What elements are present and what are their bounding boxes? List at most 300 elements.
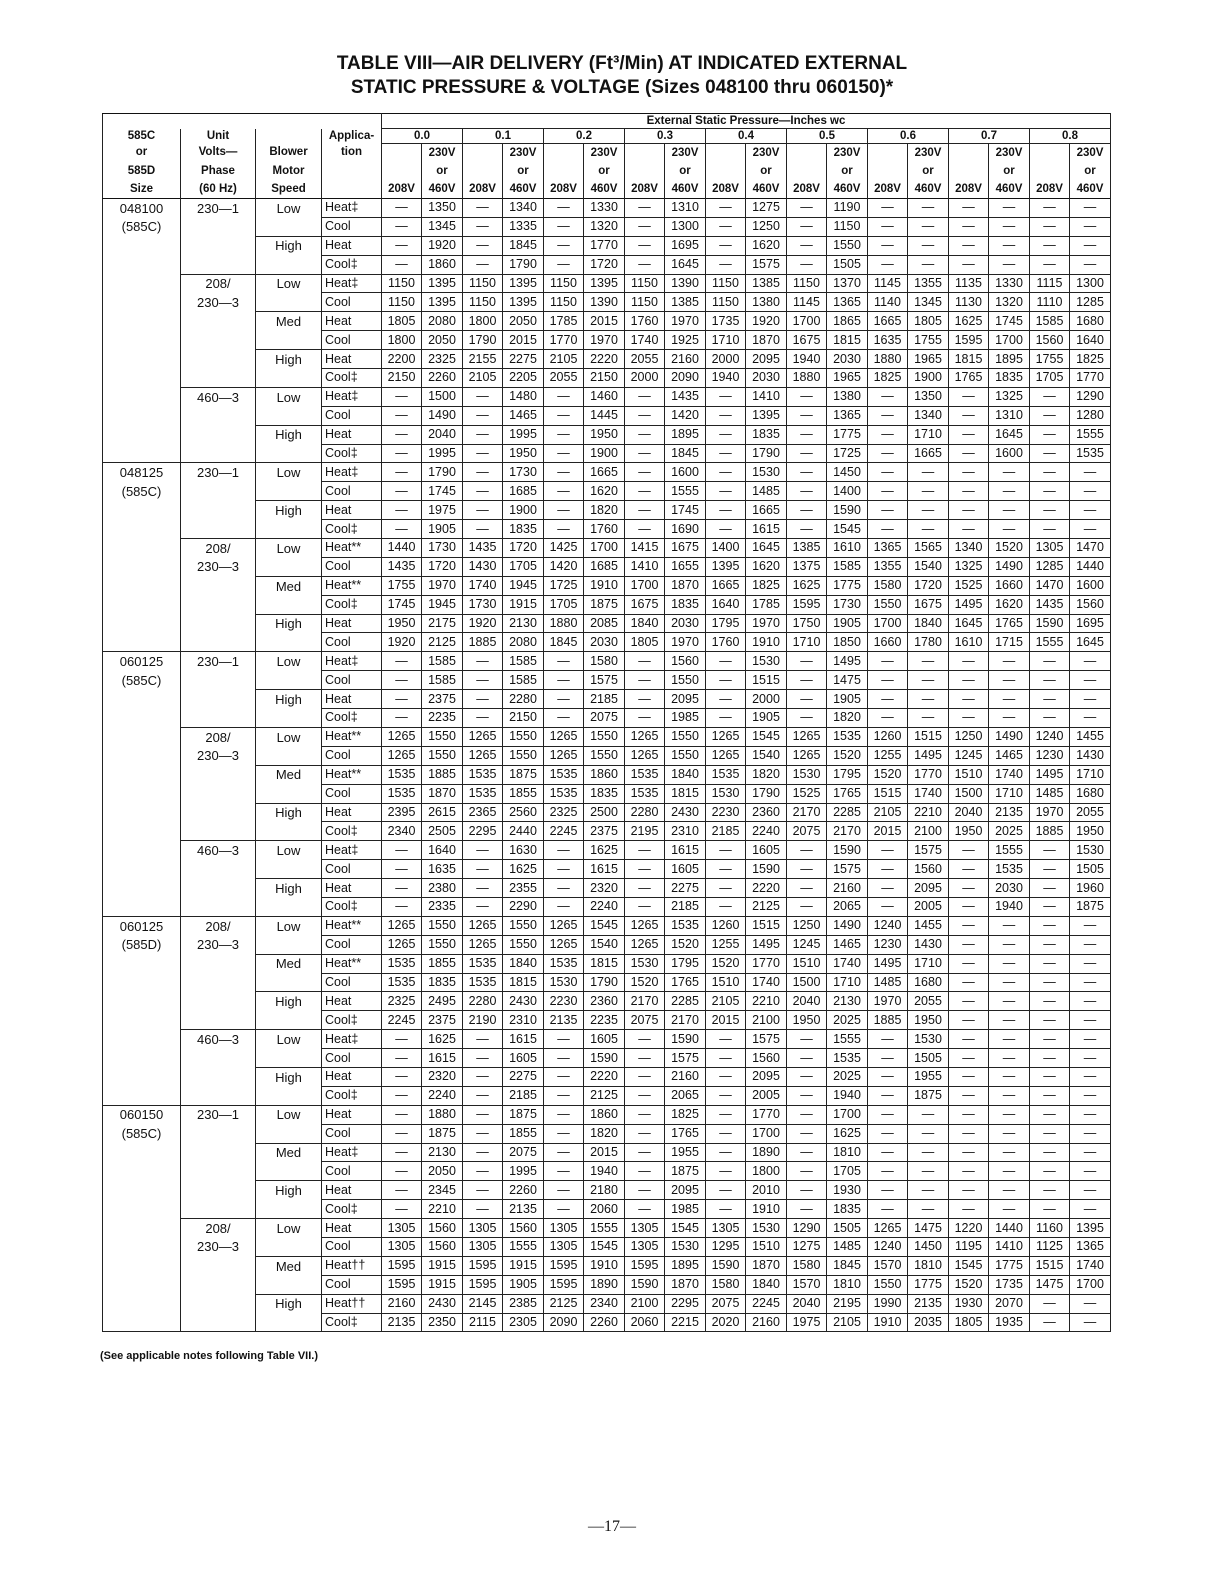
cfm-value-cell: 1265 xyxy=(787,746,827,765)
cfm-value-cell: 1415 xyxy=(625,539,665,558)
blower-speed-cell xyxy=(256,1086,322,1105)
cfm-value-cell: — xyxy=(706,879,746,898)
voltage-208-label: 208V xyxy=(706,180,746,199)
cfm-value-cell: — xyxy=(625,879,665,898)
size-cell xyxy=(103,274,181,293)
cfm-value-cell: 1265 xyxy=(382,916,422,935)
cfm-value-cell: — xyxy=(625,1181,665,1200)
cfm-value-cell: 1110 xyxy=(1030,293,1070,312)
cfm-value-cell: 1970 xyxy=(665,633,706,652)
unit-volts-cell xyxy=(181,595,256,614)
cfm-value-cell: 1540 xyxy=(908,557,949,576)
cfm-value-cell: 1620 xyxy=(746,236,787,255)
cfm-value-cell: — xyxy=(868,860,908,879)
cfm-value-cell: — xyxy=(989,217,1030,236)
table-row xyxy=(103,841,1111,860)
cfm-value-cell: — xyxy=(1030,1162,1070,1181)
cfm-value-cell: 1820 xyxy=(827,709,868,728)
cfm-value-cell: 1910 xyxy=(584,576,625,595)
cfm-value-cell: 1580 xyxy=(584,652,625,671)
cfm-value-cell: — xyxy=(868,463,908,482)
cfm-value-cell: 1535 xyxy=(382,973,422,992)
unit-volts-cell xyxy=(181,765,256,784)
cfm-value-cell: 1575 xyxy=(827,860,868,879)
cfm-value-cell: 1305 xyxy=(625,1237,665,1256)
cfm-value-cell: 2275 xyxy=(665,879,706,898)
application-cell: Heat‡ xyxy=(322,1030,382,1049)
cfm-value-cell: 1985 xyxy=(665,1200,706,1219)
table-row xyxy=(103,803,1111,822)
cfm-value-cell: — xyxy=(949,652,989,671)
cfm-value-cell: 1595 xyxy=(544,1275,584,1294)
cfm-value-cell: 1130 xyxy=(949,293,989,312)
cfm-value-cell: — xyxy=(949,954,989,973)
cfm-value-cell: 2215 xyxy=(665,1313,706,1332)
cfm-value-cell: 2105 xyxy=(706,992,746,1011)
cfm-value-cell: 1790 xyxy=(503,255,544,274)
cfm-value-cell: 2130 xyxy=(503,614,544,633)
cfm-value-cell: — xyxy=(1030,992,1070,1011)
cfm-value-cell: — xyxy=(989,1011,1030,1030)
cfm-value-cell: 1265 xyxy=(382,746,422,765)
cfm-value-cell: 1625 xyxy=(422,1030,463,1049)
cfm-value-cell: 1685 xyxy=(503,482,544,501)
cfm-value-cell: 1720 xyxy=(584,255,625,274)
voltage-230-label: 230V xyxy=(1070,144,1111,163)
cfm-value-cell: 1365 xyxy=(827,406,868,425)
cfm-value-cell: 1605 xyxy=(503,1049,544,1068)
cfm-value-cell: 1735 xyxy=(706,312,746,331)
cfm-value-cell: 1145 xyxy=(787,293,827,312)
size-cell: (585C) xyxy=(103,671,181,690)
cfm-value-cell: 1675 xyxy=(665,539,706,558)
cfm-value-cell: 1300 xyxy=(1070,274,1111,293)
cfm-value-cell: 1400 xyxy=(706,539,746,558)
voltage-460-label: 460V xyxy=(503,180,544,199)
cfm-value-cell: 1790 xyxy=(463,331,503,350)
cfm-value-cell: 1490 xyxy=(422,406,463,425)
cfm-value-cell: 1530 xyxy=(665,1237,706,1256)
unit-volts-cell: 208/ xyxy=(181,916,256,935)
application-cell: Cool xyxy=(322,784,382,803)
cfm-value-cell: — xyxy=(1070,652,1111,671)
cfm-value-cell: — xyxy=(868,1049,908,1068)
cfm-value-cell: 1320 xyxy=(584,217,625,236)
unit-volts-cell: 230—1 xyxy=(181,652,256,671)
pressure-heading: 0.5 xyxy=(787,129,868,144)
cfm-value-cell: 2135 xyxy=(544,1011,584,1030)
application-cell: Heat xyxy=(322,350,382,369)
cfm-value-cell: — xyxy=(868,1067,908,1086)
voltage-230-label: 230V xyxy=(827,144,868,163)
size-cell: 048100 xyxy=(103,199,181,218)
cfm-value-cell: 2360 xyxy=(584,992,625,1011)
cfm-value-cell: 1505 xyxy=(827,255,868,274)
cfm-value-cell: 1535 xyxy=(625,765,665,784)
cfm-value-cell: 1950 xyxy=(787,1011,827,1030)
cfm-value-cell: 2395 xyxy=(382,803,422,822)
application-cell: Cool‡ xyxy=(322,897,382,916)
cfm-value-cell: 1765 xyxy=(665,1124,706,1143)
cfm-value-cell: — xyxy=(1070,1313,1111,1332)
pressure-heading: 0.0 xyxy=(382,129,463,144)
cfm-value-cell: — xyxy=(544,879,584,898)
cfm-value-cell: 1805 xyxy=(625,633,665,652)
table-row xyxy=(103,331,1111,350)
cfm-value-cell: 1720 xyxy=(422,557,463,576)
cfm-value-cell: 2260 xyxy=(422,369,463,388)
cfm-value-cell: — xyxy=(949,501,989,520)
cfm-value-cell: 2145 xyxy=(463,1294,503,1313)
cfm-value-cell: 1240 xyxy=(1030,727,1070,746)
cfm-value-cell: — xyxy=(463,406,503,425)
cfm-value-cell: — xyxy=(989,709,1030,728)
cfm-value-cell: 1865 xyxy=(827,312,868,331)
cfm-value-cell: 1150 xyxy=(625,274,665,293)
blower-speed-cell: Low xyxy=(256,841,322,860)
blower-speed-cell: Med xyxy=(256,576,322,595)
cfm-value-cell: 1465 xyxy=(989,746,1030,765)
cfm-value-cell: 2135 xyxy=(503,1200,544,1219)
unit-volts-cell xyxy=(181,973,256,992)
cfm-value-cell: — xyxy=(625,444,665,463)
cfm-value-cell: 1590 xyxy=(1030,614,1070,633)
cfm-value-cell: 1905 xyxy=(422,520,463,539)
cfm-value-cell: 1770 xyxy=(746,954,787,973)
cfm-value-cell: 1915 xyxy=(503,1256,544,1275)
cfm-value-cell: — xyxy=(544,1200,584,1219)
unit-volts-cell: 208/ xyxy=(181,727,256,746)
cfm-value-cell: — xyxy=(463,520,503,539)
cfm-value-cell: 1150 xyxy=(827,217,868,236)
cfm-value-cell: — xyxy=(544,255,584,274)
cfm-value-cell: 1665 xyxy=(868,312,908,331)
cfm-value-cell: 1680 xyxy=(1070,784,1111,803)
cfm-value-cell: 1485 xyxy=(827,1237,868,1256)
cfm-value-cell: 1995 xyxy=(503,1162,544,1181)
cfm-value-cell: 2365 xyxy=(463,803,503,822)
table-row xyxy=(103,255,1111,274)
footnote: (See applicable notes following Table VII.) xyxy=(100,1350,318,1362)
cfm-value-cell: 1595 xyxy=(625,1256,665,1275)
size-cell xyxy=(103,992,181,1011)
cfm-value-cell: 1445 xyxy=(584,406,625,425)
cfm-value-cell: 1550 xyxy=(665,746,706,765)
cfm-value-cell: — xyxy=(908,501,949,520)
unit-volts-cell: 230—1 xyxy=(181,463,256,482)
cfm-value-cell: 2000 xyxy=(625,369,665,388)
cfm-value-cell: — xyxy=(787,236,827,255)
cfm-value-cell: 1550 xyxy=(503,746,544,765)
cfm-value-cell: 1845 xyxy=(827,1256,868,1275)
cfm-value-cell: — xyxy=(706,425,746,444)
cfm-value-cell: 1710 xyxy=(908,954,949,973)
cfm-value-cell: 1305 xyxy=(706,1219,746,1238)
cfm-value-cell: 2080 xyxy=(503,633,544,652)
cfm-value-cell: 1615 xyxy=(746,520,787,539)
cfm-value-cell: — xyxy=(706,255,746,274)
cfm-value-cell: 2185 xyxy=(503,1086,544,1105)
cfm-value-cell: 1835 xyxy=(746,425,787,444)
application-cell: Cool xyxy=(322,973,382,992)
cfm-value-cell: — xyxy=(463,690,503,709)
cfm-value-cell: — xyxy=(706,709,746,728)
header-unit-label: Phase xyxy=(181,162,256,180)
cfm-value-cell: — xyxy=(949,217,989,236)
cfm-value-cell: — xyxy=(382,1162,422,1181)
cfm-value-cell: 1605 xyxy=(584,1030,625,1049)
table-row xyxy=(103,482,1111,501)
size-cell xyxy=(103,746,181,765)
voltage-blank xyxy=(787,162,827,180)
unit-volts-cell: 230—3 xyxy=(181,557,256,576)
cfm-value-cell: 1590 xyxy=(625,1275,665,1294)
cfm-value-cell: — xyxy=(463,709,503,728)
cfm-value-cell: — xyxy=(787,841,827,860)
cfm-value-cell: 1860 xyxy=(584,1105,625,1124)
cfm-value-cell: 1535 xyxy=(463,765,503,784)
cfm-value-cell: 1420 xyxy=(665,406,706,425)
voltage-208-label: 208V xyxy=(787,180,827,199)
cfm-value-cell: — xyxy=(949,935,989,954)
cfm-value-cell: 1305 xyxy=(382,1237,422,1256)
cfm-value-cell: 1195 xyxy=(949,1237,989,1256)
application-cell: Heat xyxy=(322,236,382,255)
cfm-value-cell: 1150 xyxy=(787,274,827,293)
cfm-value-cell: 1595 xyxy=(463,1275,503,1294)
cfm-value-cell: 1820 xyxy=(584,501,625,520)
unit-volts-cell xyxy=(181,690,256,709)
size-cell xyxy=(103,557,181,576)
cfm-value-cell: 1545 xyxy=(665,1219,706,1238)
cfm-value-cell: 2210 xyxy=(746,992,787,1011)
blower-speed-cell: High xyxy=(256,992,322,1011)
cfm-value-cell: 2150 xyxy=(584,369,625,388)
blower-speed-cell xyxy=(256,1124,322,1143)
cfm-value-cell: 1240 xyxy=(868,916,908,935)
cfm-value-cell: 1955 xyxy=(908,1067,949,1086)
cfm-value-cell: 1345 xyxy=(422,217,463,236)
unit-volts-cell xyxy=(181,217,256,236)
cfm-value-cell: 1550 xyxy=(827,236,868,255)
application-cell: Cool‡ xyxy=(322,520,382,539)
cfm-value-cell: 1520 xyxy=(868,765,908,784)
cfm-value-cell: 1550 xyxy=(584,746,625,765)
voltage-460-label: 460V xyxy=(1070,180,1111,199)
cfm-value-cell: 1535 xyxy=(463,784,503,803)
cfm-value-cell: 1875 xyxy=(422,1124,463,1143)
table-row xyxy=(103,595,1111,614)
cfm-value-cell: 1150 xyxy=(382,274,422,293)
blower-speed-cell xyxy=(256,973,322,992)
blower-speed-cell: High xyxy=(256,1294,322,1313)
cfm-value-cell: 1835 xyxy=(422,973,463,992)
voltage-230-label: 230V xyxy=(584,144,625,163)
cfm-value-cell: — xyxy=(1070,1162,1111,1181)
cfm-value-cell: 1535 xyxy=(827,1049,868,1068)
cfm-value-cell: 2150 xyxy=(503,709,544,728)
cfm-value-cell: — xyxy=(949,482,989,501)
cfm-value-cell: 1510 xyxy=(706,973,746,992)
cfm-value-cell: — xyxy=(787,1143,827,1162)
cfm-value-cell: 1250 xyxy=(746,217,787,236)
cfm-value-cell: — xyxy=(463,841,503,860)
cfm-value-cell: 1815 xyxy=(503,973,544,992)
cfm-value-cell: 1635 xyxy=(868,331,908,350)
application-cell: Cool xyxy=(322,293,382,312)
cfm-value-cell: — xyxy=(1070,916,1111,935)
cfm-value-cell: 1790 xyxy=(584,973,625,992)
size-cell xyxy=(103,1162,181,1181)
cfm-value-cell: 1825 xyxy=(868,369,908,388)
cfm-value-cell: 1530 xyxy=(544,973,584,992)
cfm-value-cell: 1635 xyxy=(422,860,463,879)
voltage-208-label: 208V xyxy=(625,180,665,199)
pressure-heading: 0.8 xyxy=(1030,129,1111,144)
cfm-value-cell: — xyxy=(949,1200,989,1219)
cfm-value-cell: — xyxy=(868,1162,908,1181)
cfm-value-cell: 1530 xyxy=(746,652,787,671)
cfm-value-cell: 2160 xyxy=(746,1313,787,1332)
cfm-value-cell: 1840 xyxy=(625,614,665,633)
cfm-value-cell: — xyxy=(706,199,746,218)
size-cell xyxy=(103,1275,181,1294)
cfm-value-cell: 1535 xyxy=(544,954,584,973)
cfm-value-cell: 1715 xyxy=(989,633,1030,652)
size-cell xyxy=(103,1237,181,1256)
cfm-value-cell: — xyxy=(908,255,949,274)
size-cell xyxy=(103,1181,181,1200)
cfm-value-cell: — xyxy=(463,387,503,406)
blower-speed-cell: Med xyxy=(256,1143,322,1162)
cfm-value-cell: — xyxy=(1030,1313,1070,1332)
size-cell xyxy=(103,1313,181,1332)
cfm-value-cell: 1920 xyxy=(422,236,463,255)
blower-speed-cell: High xyxy=(256,1067,322,1086)
cfm-value-cell: 1570 xyxy=(787,1275,827,1294)
blower-speed-cell xyxy=(256,1011,322,1030)
cfm-value-cell: 1430 xyxy=(463,557,503,576)
voltage-or-label: or xyxy=(989,162,1030,180)
cfm-value-cell: 1285 xyxy=(1070,293,1111,312)
cfm-value-cell: — xyxy=(908,1181,949,1200)
cfm-value-cell: 1260 xyxy=(868,727,908,746)
cfm-value-cell: — xyxy=(544,897,584,916)
unit-volts-cell xyxy=(181,1049,256,1068)
blower-speed-cell: High xyxy=(256,236,322,255)
cfm-value-cell: 1350 xyxy=(422,199,463,218)
cfm-value-cell: 1740 xyxy=(1070,1256,1111,1275)
voltage-blank xyxy=(706,144,746,163)
cfm-value-cell: 1705 xyxy=(827,1162,868,1181)
cfm-value-cell: 2560 xyxy=(503,803,544,822)
cfm-value-cell: — xyxy=(382,897,422,916)
cfm-value-cell: 1465 xyxy=(827,935,868,954)
cfm-value-cell: 2260 xyxy=(584,1313,625,1332)
cfm-value-cell: 1745 xyxy=(422,482,463,501)
header-application-label xyxy=(322,180,382,199)
cfm-value-cell: 1380 xyxy=(827,387,868,406)
size-cell: 060125 xyxy=(103,916,181,935)
cfm-value-cell: 2240 xyxy=(584,897,625,916)
cfm-value-cell: — xyxy=(787,1086,827,1105)
cfm-value-cell: 2430 xyxy=(422,1294,463,1313)
cfm-value-cell: 1785 xyxy=(544,312,584,331)
cfm-value-cell: — xyxy=(868,444,908,463)
blower-speed-cell xyxy=(256,746,322,765)
cfm-value-cell: 1320 xyxy=(989,293,1030,312)
cfm-value-cell: 1775 xyxy=(827,576,868,595)
cfm-value-cell: — xyxy=(625,1162,665,1181)
cfm-value-cell: 1550 xyxy=(665,671,706,690)
cfm-value-cell: 1870 xyxy=(665,576,706,595)
cfm-value-cell: 1580 xyxy=(868,576,908,595)
cfm-value-cell: 1870 xyxy=(746,331,787,350)
cfm-value-cell: 2430 xyxy=(665,803,706,822)
application-cell: Heat‡ xyxy=(322,199,382,218)
blower-speed-cell xyxy=(256,860,322,879)
cfm-value-cell: 1545 xyxy=(827,520,868,539)
size-cell: (585C) xyxy=(103,1124,181,1143)
size-cell xyxy=(103,501,181,520)
cfm-value-cell: — xyxy=(868,1124,908,1143)
size-cell xyxy=(103,973,181,992)
table-row xyxy=(103,1067,1111,1086)
cfm-value-cell: 1920 xyxy=(382,633,422,652)
application-cell: Heat xyxy=(322,312,382,331)
cfm-value-cell: 1750 xyxy=(787,614,827,633)
cfm-value-cell: — xyxy=(625,501,665,520)
size-cell xyxy=(103,444,181,463)
cfm-value-cell: 2325 xyxy=(382,992,422,1011)
cfm-value-cell: 1565 xyxy=(908,539,949,558)
cfm-value-cell: 2375 xyxy=(422,690,463,709)
cfm-value-cell: 1790 xyxy=(422,463,463,482)
cfm-value-cell: 1625 xyxy=(827,1124,868,1143)
header-row xyxy=(103,180,1111,199)
cfm-value-cell: — xyxy=(787,1067,827,1086)
cfm-value-cell: — xyxy=(625,1086,665,1105)
cfm-value-cell: 1820 xyxy=(584,1124,625,1143)
cfm-value-cell: — xyxy=(908,652,949,671)
cfm-value-cell: 1300 xyxy=(665,217,706,236)
application-cell: Heat xyxy=(322,1181,382,1200)
application-cell: Cool xyxy=(322,557,382,576)
cfm-value-cell: — xyxy=(382,1181,422,1200)
cfm-value-cell: 1365 xyxy=(827,293,868,312)
cfm-value-cell: — xyxy=(463,1105,503,1124)
size-cell xyxy=(103,312,181,331)
cfm-value-cell: 1490 xyxy=(827,916,868,935)
cfm-value-cell: 1860 xyxy=(422,255,463,274)
size-cell xyxy=(103,860,181,879)
cfm-value-cell: — xyxy=(787,1049,827,1068)
cfm-value-cell: — xyxy=(706,897,746,916)
cfm-value-cell: 2030 xyxy=(665,614,706,633)
cfm-value-cell: 1265 xyxy=(463,746,503,765)
cfm-value-cell: — xyxy=(463,1067,503,1086)
cfm-value-cell: — xyxy=(787,709,827,728)
cfm-value-cell: 1515 xyxy=(868,784,908,803)
header-size-label: 585C xyxy=(103,129,181,144)
cfm-value-cell: 1575 xyxy=(746,255,787,274)
cfm-value-cell: — xyxy=(463,236,503,255)
cfm-value-cell: 2075 xyxy=(584,709,625,728)
cfm-value-cell: 1885 xyxy=(868,1011,908,1030)
cfm-value-cell: 2615 xyxy=(422,803,463,822)
cfm-value-cell: — xyxy=(989,1030,1030,1049)
cfm-value-cell: 1390 xyxy=(665,274,706,293)
